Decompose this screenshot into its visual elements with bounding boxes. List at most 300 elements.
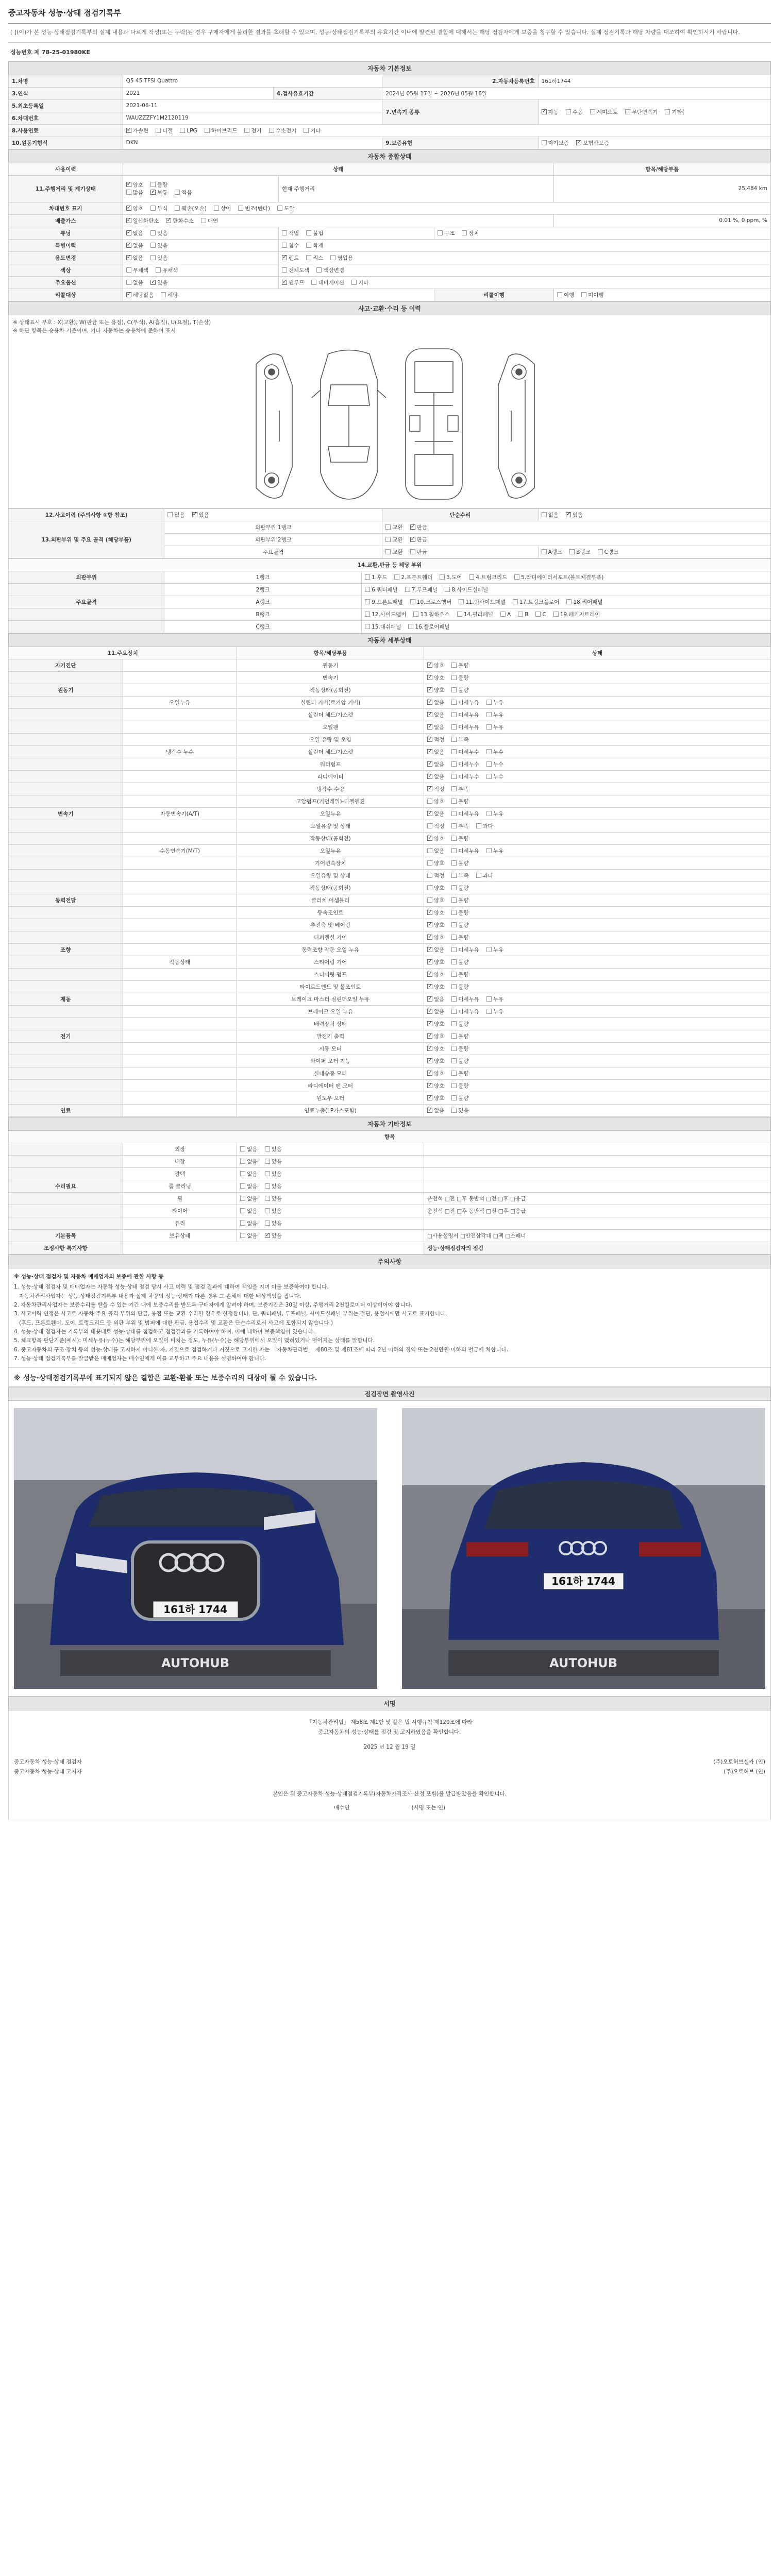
simple-repair-option: [566, 511, 583, 519]
detail-subgroup: [123, 721, 237, 734]
transmission-option: [566, 108, 583, 116]
checkbox-icon: [126, 280, 131, 285]
detail-part: 연료누출(LP가스포함): [237, 1105, 424, 1117]
fuel-option: [180, 128, 197, 134]
detail-state-option-label: 누유: [493, 712, 504, 719]
detail-state-option: [451, 859, 468, 867]
checkbox-icon: [126, 230, 131, 235]
detail-part: 워터펌프: [237, 758, 424, 771]
other-option-label: 없음: [247, 1159, 258, 1165]
detail-state-option: [451, 847, 479, 855]
simple-repair-option-label: 없음: [548, 512, 559, 519]
checkbox-icon: [427, 675, 432, 680]
special-history-kind-option: [282, 242, 299, 249]
detail-state-option-label: 미세누유: [458, 848, 479, 855]
detail-state-option-label: 양호: [433, 1046, 445, 1053]
summary-col-parts: 항목/해당부품: [553, 163, 770, 175]
checkbox-icon: [410, 537, 415, 542]
checkbox-icon: [240, 1233, 245, 1238]
part-option: [469, 573, 507, 581]
detail-row: [9, 1043, 771, 1055]
note-line: 자동차관리사업자는 성능·상태점검기록부 내용과 실제 차량의 성능·상태가 다른 경우 그 손해에 대한 배상책임을 집니다.: [14, 1293, 301, 1299]
checkbox-icon: [451, 959, 457, 964]
detail-state-option-label: 없음: [433, 774, 445, 781]
detail-state-option-label: 부족: [458, 873, 469, 879]
detail-state-option-label: 미세누수: [458, 774, 479, 781]
checkbox-icon: [240, 1183, 245, 1189]
car-rear-image: [402, 1408, 765, 1689]
main-options-label: 주요옵션: [9, 276, 123, 289]
signature-notifier-row: [14, 1767, 765, 1777]
checkbox-icon: [265, 1208, 270, 1213]
detail-state-option: [486, 1008, 503, 1015]
detail-state-option: [427, 971, 444, 978]
detail-state-option: [451, 736, 468, 743]
damage-table: [8, 301, 771, 315]
summary-heading: 자동차 종합상태: [9, 149, 771, 163]
other-part: 광택: [123, 1168, 237, 1180]
detail-state-option: [486, 760, 503, 768]
detail-state: [424, 1067, 770, 1080]
checkbox-icon: [451, 1009, 457, 1014]
detail-state-option: [486, 847, 503, 855]
detail-state-option-label: 부족: [458, 737, 469, 743]
detail-subgroup: [123, 1018, 237, 1030]
first-registration-value: 2021-06-11: [123, 99, 382, 112]
detail-state-option: [476, 822, 493, 830]
detail-subgroup: [123, 894, 237, 907]
detail-subgroup: [123, 1067, 237, 1080]
checkbox-icon: [365, 587, 370, 592]
color-change-option: [316, 266, 344, 274]
other-part: 휠: [123, 1193, 237, 1205]
note-line: 4. 성능·상태 점검자는 기록부의 내용대로 성능·상태를 점검하고 점검결과를 기록하여야 하며, 이에 대하여 보증책임이 있습니다.: [14, 1328, 315, 1335]
accident-option: [192, 511, 209, 519]
part-option: [440, 573, 462, 581]
fuel-label: 8.사용연료: [9, 124, 123, 137]
parts-items: [362, 571, 771, 584]
detail-state-option: [427, 711, 444, 719]
summary-col-state: 상태: [123, 163, 553, 175]
detail-row: [9, 1080, 771, 1092]
checkbox-icon: [427, 935, 432, 940]
detail-state-option: [427, 760, 444, 768]
note-line: 7. 성능·상태 점검기록부를 발급받은 매매업자는 매수인에게 이를 교부하고 주요 내용을 설명하여야 합니다.: [14, 1355, 266, 1362]
detail-group: [9, 1080, 123, 1092]
simple-repair-label: 단순수리: [382, 509, 538, 521]
frame-rank-options: [538, 546, 770, 558]
checkbox-icon: [451, 675, 457, 680]
vin-mark-option-label: 부식: [157, 205, 168, 212]
checkbox-icon: [486, 996, 492, 1002]
checkbox-icon: [486, 811, 492, 816]
vin-mark-option-label: 양호: [132, 205, 143, 212]
frame-label: 주요골격: [164, 546, 382, 558]
detail-state-option-label: 불량: [458, 972, 469, 978]
detail-part: 실린더 커버(로커암 커버): [237, 697, 424, 709]
frame-option-label: 교환: [392, 549, 403, 556]
tuning-option: [126, 229, 143, 237]
detail-subgroup: 수동변속기(M/T): [123, 845, 237, 857]
checkbox-icon: [486, 749, 492, 754]
checkbox-icon: [427, 1071, 432, 1076]
detail-state-option: [427, 686, 444, 694]
detail-state-option-label: 누유: [493, 1009, 504, 1015]
mileage-options: [123, 175, 278, 202]
emission-label: 배출가스: [9, 214, 123, 227]
other-group: [9, 1143, 123, 1156]
checkbox-icon: [385, 537, 391, 542]
inspection-photos: [8, 1401, 771, 1697]
emission-option-label: 매연: [207, 217, 219, 224]
detail-table: [8, 633, 771, 1117]
simple-repair-options: [538, 509, 770, 521]
special-history-label: 특별이력: [9, 239, 123, 251]
detail-state-option-label: 양호: [433, 799, 445, 805]
checkbox-icon: [306, 255, 311, 260]
detail-state: [424, 969, 770, 981]
detail-state-option: [451, 1057, 468, 1065]
detail-part: 오일유량 및 상태: [237, 870, 424, 882]
detail-group: [9, 919, 123, 931]
detail-part: 스티어링 기어: [237, 956, 424, 969]
detail-group: [9, 758, 123, 771]
checkbox-icon: [451, 836, 457, 841]
detail-state-option: [451, 896, 468, 904]
detail-state-option: [451, 711, 479, 719]
checkbox-icon: [385, 524, 391, 530]
basic-items-label: 기본품목: [9, 1230, 123, 1242]
checkbox-icon: [265, 1159, 270, 1164]
detail-part: 실내송풍 모터: [237, 1067, 424, 1080]
detail-group: [9, 833, 123, 845]
special-history-kind-option: [306, 242, 323, 249]
checkbox-icon: [240, 1196, 245, 1201]
checkbox-icon: [427, 885, 432, 890]
checkbox-icon: [427, 984, 432, 989]
detail-part: 원동기: [237, 659, 424, 672]
other-extra: [424, 1217, 770, 1230]
detail-state-option: [451, 958, 468, 966]
mileage-amount-option-label: 적음: [181, 190, 192, 196]
detail-state-option-label: 불량: [458, 885, 469, 892]
detail-state-option-label: 양호: [433, 1095, 445, 1102]
emission-option: [166, 217, 194, 225]
vin-mark-option-label: 상이: [221, 205, 231, 212]
checkbox-icon: [427, 1009, 432, 1014]
detail-part: 오일 유량 및 오염: [237, 734, 424, 746]
usage-change-kind-option: [282, 254, 299, 262]
checkbox-icon: [451, 922, 457, 927]
car-top-view-icon: [312, 350, 386, 500]
outer-rank2-option: [410, 536, 427, 544]
recall-option: [161, 291, 178, 299]
vin-mark-option-label: 도말: [284, 205, 295, 212]
checkbox-icon: [265, 1171, 270, 1176]
detail-subgroup: [123, 672, 237, 684]
inspection-validity-label: 4.검사유효기간: [273, 87, 382, 99]
signature-checker-row: [14, 1757, 765, 1767]
detail-state-option-label: 불량: [458, 860, 469, 867]
part-option-label: 8.사이드실패널: [451, 587, 489, 594]
fuel-option-label: LPG: [187, 127, 197, 134]
detail-part: 시동 모터: [237, 1043, 424, 1055]
checkbox-icon: [486, 712, 492, 717]
emission-option: [126, 217, 159, 225]
other-option: [265, 1158, 282, 1165]
other-option: [265, 1145, 282, 1153]
recall-option: [126, 291, 154, 299]
other-option: [265, 1207, 282, 1215]
detail-state: [424, 1030, 770, 1043]
recall-option-label: 해당: [167, 292, 178, 298]
detail-state-option: [427, 1008, 444, 1015]
checkbox-icon: [451, 947, 457, 952]
checkbox-icon: [486, 774, 492, 779]
checkbox-icon: [451, 910, 457, 915]
part-option-label: 13.휠하우스: [420, 612, 450, 618]
vin-label: 6.차대번호: [9, 112, 123, 124]
fuel-option-label: 가솔린: [132, 127, 149, 134]
detail-subgroup: [123, 833, 237, 845]
special-history-option-label: 있음: [157, 242, 168, 249]
tuning-option-label: 없음: [132, 230, 143, 236]
checkbox-icon: [282, 255, 287, 260]
detail-state-option: [451, 884, 468, 892]
notes-heading: 주의사항: [9, 1255, 771, 1268]
main-options-option-label: 없음: [132, 279, 143, 286]
detail-state-option-label: 없음: [433, 712, 445, 719]
checkbox-icon: [427, 860, 432, 866]
checkbox-icon: [451, 786, 457, 791]
color-options: [123, 264, 278, 276]
warranty-label: 9.보증유형: [382, 137, 538, 149]
detail-state-option: [486, 773, 503, 781]
detail-state-option: [451, 921, 468, 929]
recall-done-options: [553, 289, 770, 301]
checkbox-icon: [451, 724, 457, 730]
detail-state-option-label: 미세누유: [458, 700, 479, 706]
detail-group: [9, 956, 123, 969]
detail-subgroup: [123, 1080, 237, 1092]
detail-subgroup: [123, 993, 237, 1006]
usage-change-kind-option-label: 리스: [313, 255, 324, 261]
checkbox-icon: [240, 1146, 245, 1151]
transmission-option-label: 수동: [572, 109, 583, 115]
detail-state-option-label: 불량: [458, 663, 469, 669]
detail-group: 전기: [9, 1030, 123, 1043]
accident-option: [167, 511, 184, 519]
detail-state-option: [451, 1020, 468, 1028]
detail-state-option: [427, 1070, 444, 1077]
part-option-label: 16.플로어패널: [415, 624, 450, 631]
detail-state-option: [451, 835, 468, 842]
emission-option: [201, 217, 218, 225]
document-number: [8, 43, 771, 61]
checkbox-icon: [427, 1021, 432, 1026]
fuel-option-label: 디젤: [162, 127, 173, 134]
main-options-item-option: [351, 279, 368, 286]
checkbox-icon: [240, 1171, 245, 1176]
detail-state-option-label: 누유: [493, 700, 504, 706]
special-history-kind-option-label: 화재: [313, 242, 324, 249]
detail-part: 스티어링 펌프: [237, 969, 424, 981]
checkbox-icon: [427, 663, 432, 668]
parts-group: 주요골격: [9, 596, 164, 608]
parts-row: [9, 608, 771, 621]
tuning-option-label: 있음: [157, 230, 168, 236]
detail-state-option: [427, 946, 444, 954]
tuning-options: [123, 227, 278, 239]
other-options: [237, 1193, 424, 1205]
other-info-heading: 자동차 기타정보: [9, 1117, 771, 1131]
detail-group: [9, 672, 123, 684]
other-option: [240, 1145, 257, 1153]
checkbox-icon: [451, 1095, 457, 1100]
checkbox-icon: [451, 873, 457, 878]
usage-change-options: [123, 251, 278, 264]
checkbox-icon: [569, 549, 575, 554]
detail-subgroup: 자동변속기(A/T): [123, 808, 237, 820]
detail-state-option-label: 양호: [433, 687, 445, 694]
transmission-option: [665, 108, 684, 116]
fuel-option-label: 수소전기: [275, 127, 297, 134]
detail-group: 원동기: [9, 684, 123, 697]
other-option: [240, 1182, 257, 1190]
checkbox-icon: [282, 243, 287, 248]
parts-heading: 14.교환,판금 등 해당 부위: [9, 559, 771, 571]
other-part: 외장: [123, 1143, 237, 1156]
detail-group: [9, 771, 123, 783]
checkbox-icon: [451, 749, 457, 754]
checkbox-icon: [311, 280, 316, 285]
damage-legend: [8, 315, 771, 339]
detail-subgroup: [123, 1055, 237, 1067]
other-option-label: 없음: [247, 1196, 258, 1202]
buyer-signature-line: 매수인 (서명 또는 인): [333, 1804, 446, 1811]
color-option: [126, 266, 148, 274]
detail-group: [9, 969, 123, 981]
detail-state: [424, 808, 770, 820]
other-option-label: 없음: [247, 1171, 258, 1178]
detail-group: [9, 746, 123, 758]
checkbox-icon: [665, 109, 670, 114]
part-option-label: 14.필러패널: [463, 612, 494, 618]
checkbox-icon: [451, 935, 457, 940]
checkbox-icon: [413, 612, 418, 617]
detail-state-option: [451, 1107, 468, 1114]
transmission-options: [538, 99, 770, 124]
vin-mark-option-label: 변조(변타): [245, 205, 271, 212]
detail-state-option: [451, 872, 468, 879]
checkbox-icon: [269, 128, 274, 133]
tuning-option: [150, 229, 167, 237]
warranty-options: [538, 137, 770, 149]
car-left-side-icon: [256, 354, 292, 498]
detail-row: [9, 857, 771, 870]
detail-col-part: 항목/해당부품: [237, 647, 424, 659]
detail-part: 등속조인트: [237, 907, 424, 919]
checkbox-icon: [282, 230, 287, 235]
detail-state-option: [486, 748, 503, 756]
plate-value: 161하1744: [538, 75, 770, 87]
checkbox-icon: [457, 612, 462, 617]
detail-group: 동력전달: [9, 894, 123, 907]
detail-state-option: [427, 847, 444, 855]
usage-change-option: [150, 254, 167, 262]
detail-state-option: [486, 995, 503, 1003]
detail-state-option: [476, 872, 493, 879]
detail-state-option: [427, 934, 444, 941]
detail-state-option: [427, 1107, 444, 1114]
part-option-label: 12.사이드멤버: [372, 612, 407, 618]
warranty-option-label: 자가보증: [548, 140, 569, 146]
detail-state-option: [486, 711, 503, 719]
detail-group: [9, 697, 123, 709]
recall-option-label: 해당없음: [132, 292, 154, 298]
part-option: [553, 611, 600, 618]
warranty-option: [576, 139, 609, 147]
detail-group: [9, 734, 123, 746]
page-title: 중고자동차 성능·상태 점검기록부: [8, 4, 771, 24]
checkbox-icon: [581, 292, 586, 297]
frame-option-label: 판금: [416, 549, 427, 556]
other-extra: 운전석 □전 □후 동반석 □전 □후 □응급: [424, 1193, 770, 1205]
parts-items: [362, 584, 771, 596]
detail-state-option-label: 있음: [458, 1108, 469, 1114]
inspection-validity-value: 2024년 05월 17일 ~ 2026년 05월 16일: [382, 87, 771, 99]
part-option-label: 19.패키지트레이: [560, 612, 600, 618]
doc-no-value: 78-25-01980KE: [41, 48, 90, 56]
special-history-options: [123, 239, 278, 251]
detail-state-option: [427, 1082, 444, 1090]
detail-group: 제동: [9, 993, 123, 1006]
detail-part: 오일누유: [237, 845, 424, 857]
other-group: [9, 1156, 123, 1168]
outer-rank1-label: 외판부위 1랭크: [164, 521, 382, 534]
checkbox-icon: [462, 230, 467, 235]
usage-change-option-label: 없음: [132, 255, 143, 261]
detail-state-option: [451, 1082, 468, 1090]
special-history-option-label: 없음: [132, 242, 143, 249]
checkbox-icon: [156, 267, 161, 273]
checkbox-icon: [451, 996, 457, 1002]
detail-group: 연료: [9, 1105, 123, 1117]
fuel-option-label: 하이브리드: [211, 127, 238, 134]
detail-row: [9, 697, 771, 709]
tuning-legal-option-label: 적법: [288, 230, 299, 236]
detail-subgroup: [123, 969, 237, 981]
color-change-options: [278, 264, 770, 276]
checkbox-icon: [214, 206, 219, 211]
detail-subgroup: [123, 758, 237, 771]
notifier-name: (주)오토허브 (인): [724, 1768, 765, 1775]
checkbox-icon: [535, 612, 541, 617]
summary-col-history: 사용이력: [9, 163, 123, 175]
detail-group: 변속기: [9, 808, 123, 820]
part-option: [365, 611, 406, 618]
checkbox-icon: [306, 243, 311, 248]
other-option-label: 있음: [271, 1221, 282, 1227]
detail-row: [9, 882, 771, 894]
detail-state-option: [451, 760, 479, 768]
detail-subgroup: [123, 1043, 237, 1055]
note-line: 6. 중고자동차의 구조·장치 등의 성능·상태를 고지하지 아니한 자, 거짓으로 점검하거나 거짓으로 고지한 자는 「자동차관리법」 제80조 및 제81조에 따라 2년 이하의 징역 또는 2천만원 이하의 벌금에 처합니다.: [14, 1346, 509, 1353]
detail-part: 발전기 출력: [237, 1030, 424, 1043]
parts-rank: 1랭크: [164, 571, 362, 584]
notes-body: [8, 1268, 771, 1368]
other-option-label: 있음: [271, 1159, 282, 1165]
